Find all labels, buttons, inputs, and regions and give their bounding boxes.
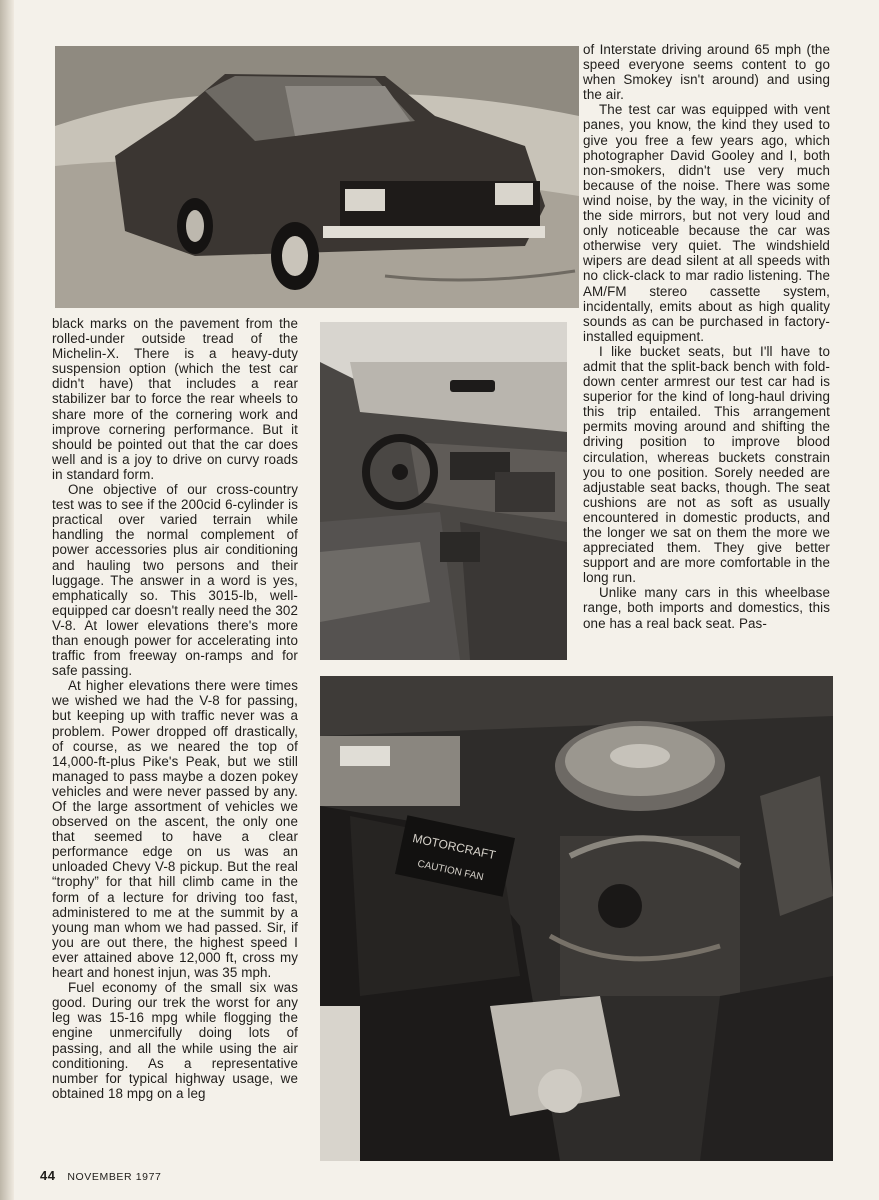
photo-engine-bay [320, 676, 833, 1161]
page-footer [40, 1168, 161, 1183]
article-right-column [583, 42, 830, 631]
article-left-column [52, 316, 298, 1101]
left-paragraph-1: black marks on the pavement from the rolled-under outside tread of the Michelin-X. There is a heavy-duty suspension option (which the test car didn't have) that includes a rear stabilizer bar to force the rear wheels to share more of the cornering work and improve cornering performance. But it should be pointed out that the car does well and is a joy to drive on curvy roads in standard form. [52, 316, 298, 482]
page-edge-shadow [0, 0, 14, 1200]
right-paragraph-2: The test car was equipped with vent panes, you know, the kind they used to give you free a few years ago, which photographer David Gooley and I, both non-smokers, didn't use very much because of the noise. There was some wind noise, by the way, in the vicinity of the side mirrors, but not very loud and only noticeable because the car was otherwise very quiet. The windshield wipers are dead silent at all speeds with no click-clack to mar radio listening. The AM/FM stereo cassette system, incidentally, emits about as high quality sounds as can be purchased in factory-installed equipment. [583, 102, 830, 344]
page-number: 44 [40, 1168, 56, 1183]
left-paragraph-2: One objective of our cross-country test was to see if the 200cid 6-cylinder is practical over varied terrain while handling the normal complement of power accessories plus air conditioning and hauling two persons and their luggage. The answer in a word is yes, emphatically so. This 3015-lb, well-equipped car doesn't really need the 302 V-8. At lower elevations there's more than enough power for accelerating into traffic from freeway on-ramps and for safe passing. [52, 482, 298, 679]
left-paragraph-3: At higher elevations there were times we wished we had the V-8 for passing, but keeping up with traffic never was a problem. Power dropped off drastically, of course, as we neared the top of 14,000-ft-plus Pike's Peak, but we still managed to pass maybe a dozen pokey vehicles and were never passed by any. Of the large assortment of vehicles we observed on the ascent, the only one that seemed to have a clear performance edge on us was an unloaded Chevy V-8 pickup. But the real “trophy” for that hill climb came in the form of a lecture for driving too fast, administered to me at the summit by a young man whom we had passed. Sir, if you are out there, the highest speed I ever attained above 12,000 ft, cross my heart and honest injun, was 35 mph. [52, 678, 298, 981]
decal-line1: MOTORCRAFT [411, 830, 497, 863]
right-paragraph-3: I like bucket seats, but I'll have to admit that the split-back bench with fold-down center armrest our test car had is superior for the kind of long-haul driving this trip entailed. This arrangement permits moving around and shifting the driving position to improve blood circulation, whereas buckets constrain you to one position. Sorely needed are adjustable seat backs, though. The seat cushions are not as soft as usually encountered in domestic products, and the longer we sat on them the more we appreciated them. They give better support and are more comfortable in the long run. [583, 343, 830, 586]
right-paragraph-4: Unlike many cars in this wheelbase range, both imports and domestics, this one has a real back seat. Pas- [583, 585, 830, 631]
right-paragraph-1: of Interstate driving around 65 mph (the speed everyone seems content to go when Smokey isn't around) and using the air. [583, 42, 830, 103]
photo-sedan-exterior [55, 46, 579, 308]
decal-line2: CAUTION FAN [416, 858, 485, 884]
left-paragraph-4: Fuel economy of the small six was good. During our trek the worst for any leg was 15-16 mpg while flogging the engine unmercifully doing lots of passing, and all the while using the air conditioning. As a representative number for typical highway usage, we obtained 18 mpg on a leg [52, 980, 298, 1101]
photo-interior-dashboard [320, 322, 567, 660]
issue-date: NOVEMBER 1977 [67, 1171, 162, 1183]
